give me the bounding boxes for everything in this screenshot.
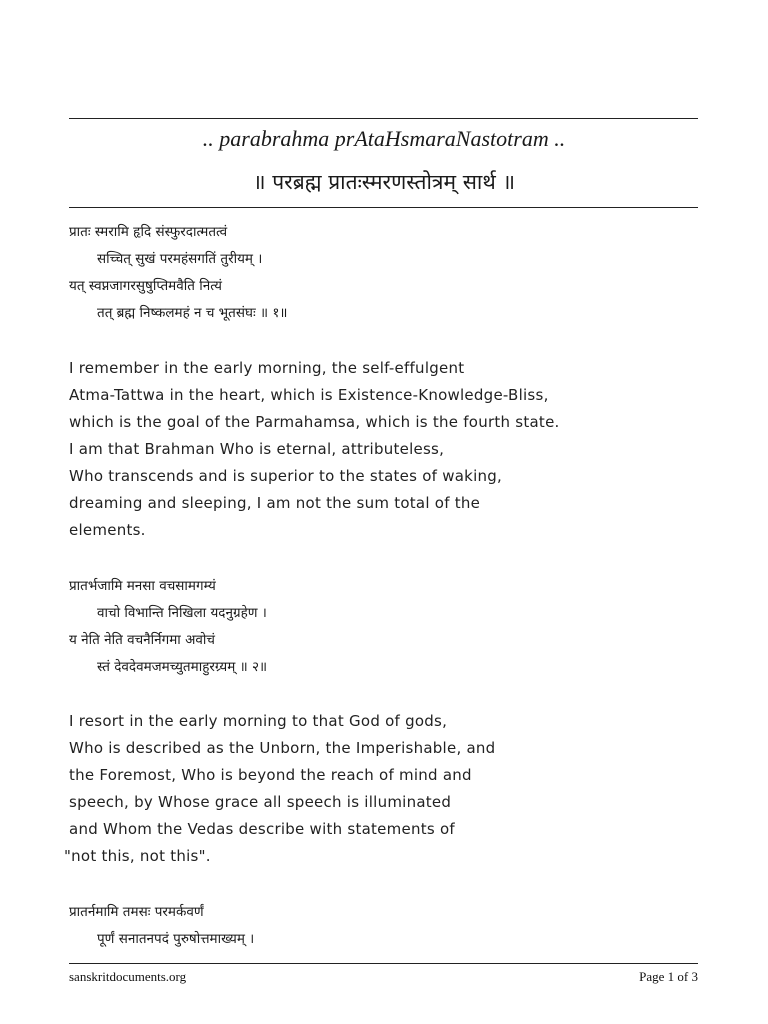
verse1-line4: तत् ब्रह्म निष्कलमहं न च भूतसंघः ॥ १॥	[97, 305, 288, 321]
page-title-devanagari: ॥ परब्रह्म प्रातःस्मरणस्तोत्रम् सार्थ ॥	[252, 170, 516, 194]
verse2-line4: स्तं देवदेवमजमच्युतमाहुरग्र्यम् ॥ २॥	[97, 659, 268, 675]
english1-line7: elements.	[69, 521, 146, 539]
english2-line4: speech, by Whose grace all speech is illuminated	[69, 793, 452, 811]
verse2-line2: वाचो विभान्ति निखिला यदनुग्रहेण ।	[97, 605, 267, 621]
english1-line6: dreaming and sleeping, I am not the sum total of the	[69, 494, 481, 512]
english1-line5: Who transcends and is superior to the states of waking,	[69, 467, 503, 485]
english2-line3: the Foremost, Who is beyond the reach of mind and	[69, 766, 472, 784]
footer-site-link[interactable]: sanskritdocuments.org	[69, 969, 187, 984]
footer-rule	[69, 963, 698, 964]
page-title-latin: .. parabrahma prAtaHsmaraNastotram ..	[202, 126, 566, 151]
verse1-line3: यत् स्वप्नजागरसुषुप्तिमवैति नित्यं	[69, 278, 222, 294]
top-rule	[69, 118, 698, 119]
verse3-line1: प्रातर्नमामि तमसः परमर्कवर्णं	[69, 904, 204, 920]
verse2-line3: य नेति नेति वचनैर्निगमा अवोचं	[69, 632, 215, 648]
verse1-line2: सच्चित् सुखं परमहंसगतिं तुरीयम् ।	[97, 251, 263, 267]
english1-line4: I am that Brahman Who is eternal, attributeless,	[69, 440, 445, 458]
english1-line1: I remember in the early morning, the self-effulgent	[69, 359, 465, 377]
english2-line1: I resort in the early morning to that God of gods,	[69, 712, 448, 730]
english1-line2: Atma-Tattwa in the heart, which is Existence-Knowledge-Bliss,	[69, 386, 549, 404]
verse2-line1: प्रातर्भजामि मनसा वचसामगम्यं	[69, 578, 216, 594]
verse3-line2: पूर्णं सनातनपदं पुरुषोत्तमाख्यम् ।	[97, 931, 255, 947]
english2-line2: Who is described as the Unborn, the Imperishable, and	[69, 739, 496, 757]
title-rule	[69, 207, 698, 208]
footer-page-number: Page 1 of 3	[639, 969, 698, 984]
english2-line5: and Whom the Vedas describe with statements of	[69, 820, 455, 838]
english1-line3: which is the goal of the Parmahamsa, which is the fourth state.	[69, 413, 560, 431]
verse1-line1: प्रातः स्मरामि हृदि संस्फुरदात्मतत्वं	[69, 224, 228, 240]
english2-line6: "not this, not this".	[64, 847, 211, 865]
